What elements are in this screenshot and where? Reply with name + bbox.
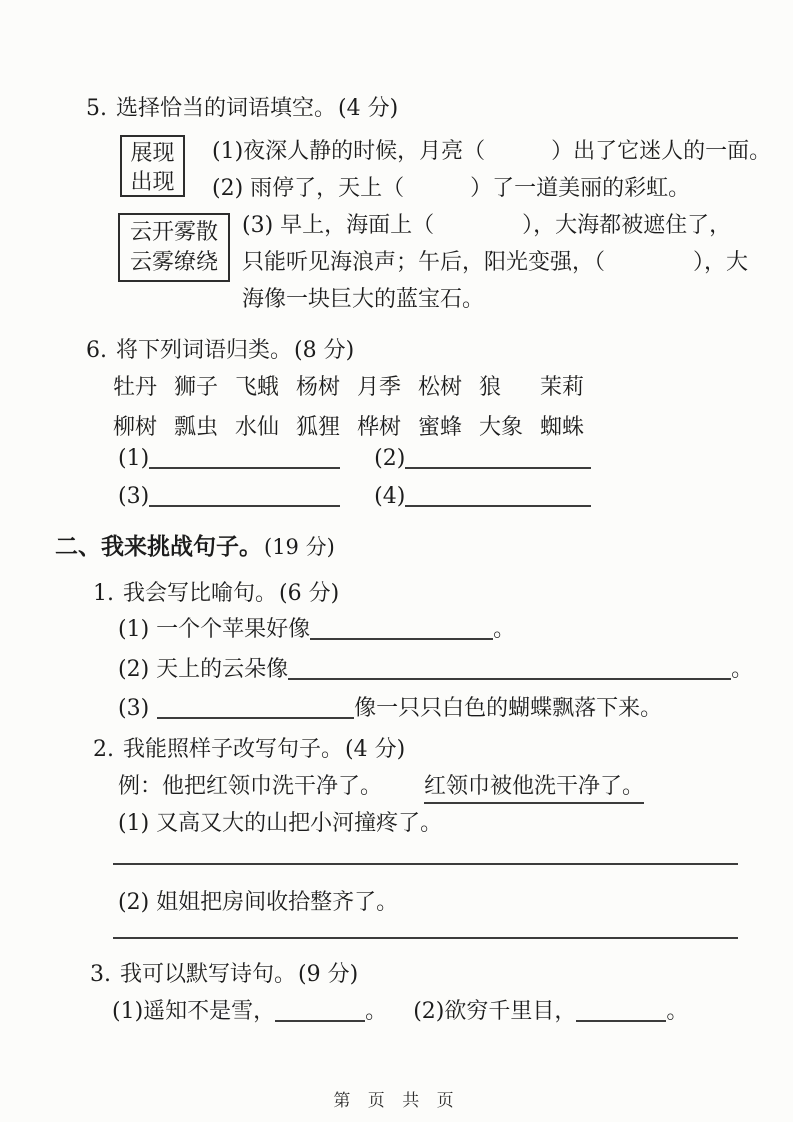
word-item: 大象 <box>479 415 524 440</box>
sub-question-1-heading <box>93 576 339 607</box>
q6-answer-row-1 <box>118 446 591 471</box>
q6-answer-label-3: (3) <box>118 484 150 509</box>
s2-example-source: 例：他把红领巾洗干净了。 <box>118 774 383 799</box>
sub-question-3-heading <box>90 957 358 988</box>
word-item: 飞蛾 <box>235 375 280 400</box>
s3-item-2-period: 。 <box>666 999 689 1024</box>
q6-answer-blank-4 <box>405 500 591 507</box>
s1-item-3 <box>118 691 662 722</box>
word-item: 柳树 <box>113 415 158 440</box>
s1-item-3-text: 像一只只白色的蝴蝶飘落下来。 <box>354 696 663 721</box>
word-item: 狼 <box>479 375 502 400</box>
q6-answer-blank-1 <box>149 462 340 469</box>
q5-item-1: (1)夜深人静的时候，月亮（ ）出了它迷人的一面。 <box>212 139 772 164</box>
s3-item-2-text: (2)欲穷千里目， <box>413 999 577 1024</box>
word-option: 展现 <box>130 141 175 166</box>
word-item: 瓢虫 <box>174 415 219 440</box>
section-2-number: 二、 <box>55 534 101 560</box>
word-item: 月季 <box>357 375 402 400</box>
sub-question-1-title: 我会写比喻句。 <box>123 581 278 606</box>
section-2-score: (19 分) <box>264 535 335 559</box>
s1-item-2-blank <box>288 673 731 680</box>
s2-answer-line-1 <box>113 863 738 865</box>
q6-answer-label-1: (1) <box>118 446 150 471</box>
s1-item-1-period: 。 <box>493 617 516 642</box>
sub-question-1-number: 1. <box>93 581 114 606</box>
s3-item-1-text: (1)遥知不是雪， <box>112 999 276 1024</box>
question-6-number: 6. <box>86 338 107 363</box>
s3-items <box>112 994 688 1025</box>
s1-item-1-blank <box>310 633 493 640</box>
s1-item-3-blank <box>157 712 354 719</box>
q6-answer-row-2 <box>118 484 591 509</box>
word-item: 杨树 <box>296 375 341 400</box>
sub-question-3-score: (9 分) <box>298 962 359 987</box>
question-6-title: 将下列词语归类。 <box>116 338 293 363</box>
s1-item-1-text: (1) 一个个苹果好像 <box>118 617 311 642</box>
word-item: 茉莉 <box>540 375 585 400</box>
question-5-title: 选择恰当的词语填空。 <box>116 96 337 121</box>
s2-answer-line-2 <box>113 937 738 939</box>
question-6-heading <box>86 333 354 364</box>
q5-word-box-2 <box>118 213 230 282</box>
section-2-title: 我来挑战句子。 <box>101 534 262 560</box>
sub-question-3-number: 3. <box>90 962 111 987</box>
sub-question-2-number: 2. <box>93 737 114 762</box>
section-2-heading <box>55 528 335 561</box>
word-item: 桦树 <box>357 415 402 440</box>
question-5-score: (4 分) <box>338 96 399 121</box>
q5-items-1-2 <box>212 133 771 207</box>
word-item: 狮子 <box>174 375 219 400</box>
q5-item-3-line-2: 只能听见海浪声；午后，阳光变强，（ ），大 <box>242 250 749 275</box>
sub-question-2-score: (4 分) <box>345 737 406 762</box>
s2-item-2: (2) 姐姐把房间收拾整齐了。 <box>118 890 399 915</box>
q5-item-3-line-3: 海像一块巨大的蓝宝石。 <box>242 287 485 312</box>
word-item: 蜘蛛 <box>540 415 585 440</box>
sub-question-3-title: 我可以默写诗句。 <box>120 962 297 987</box>
sub-question-2-title: 我能照样子改写句子。 <box>123 737 344 762</box>
word-option: 出现 <box>130 170 175 195</box>
q6-word-row-1 <box>113 368 584 408</box>
question-5-number: 5. <box>86 96 107 121</box>
q6-answer-blank-3 <box>149 500 340 507</box>
word-option: 云雾缭绕 <box>129 250 218 275</box>
s2-example <box>118 769 644 804</box>
s2-example-answer: 红领巾被他洗干净了。 <box>424 769 644 804</box>
word-item: 蜜蜂 <box>418 415 463 440</box>
s3-item-2-blank <box>576 1015 666 1022</box>
word-item: 水仙 <box>235 415 280 440</box>
sub-question-1-score: (6 分) <box>279 581 340 606</box>
word-option: 云开雾散 <box>129 220 218 245</box>
question-5-heading <box>86 91 398 122</box>
q6-word-list <box>113 368 584 448</box>
s1-item-2-period: 。 <box>731 657 754 682</box>
s1-item-3-label: (3) <box>118 696 150 721</box>
question-6-score: (8 分) <box>294 338 355 363</box>
q5-item-3-line-1: (3) 早上，海面上（ ），大海都被遮住了， <box>242 213 732 238</box>
q6-word-row-2 <box>113 408 584 448</box>
s1-item-1 <box>118 612 515 643</box>
q6-answer-label-2: (2) <box>374 446 406 471</box>
q5-item-3 <box>242 207 748 318</box>
q5-word-box-1 <box>120 135 185 197</box>
page-footer: 第 页 共 页 <box>333 1091 460 1111</box>
s3-item-1-period: 。 <box>365 999 388 1024</box>
word-item: 狐狸 <box>296 415 341 440</box>
q6-answer-blank-2 <box>405 462 591 469</box>
q6-answer-label-4: (4) <box>374 484 406 509</box>
s3-item-1-blank <box>275 1015 365 1022</box>
s1-item-2-text: (2) 天上的云朵像 <box>118 657 289 682</box>
q5-item-2: (2) 雨停了，天上（ ）了一道美丽的彩虹。 <box>212 176 691 201</box>
s2-item-1: (1) 又高又大的山把小河撞疼了。 <box>118 811 443 836</box>
s1-item-2 <box>118 652 753 683</box>
word-item: 松树 <box>418 375 463 400</box>
word-item: 牡丹 <box>113 375 158 400</box>
sub-question-2-heading <box>93 732 405 763</box>
